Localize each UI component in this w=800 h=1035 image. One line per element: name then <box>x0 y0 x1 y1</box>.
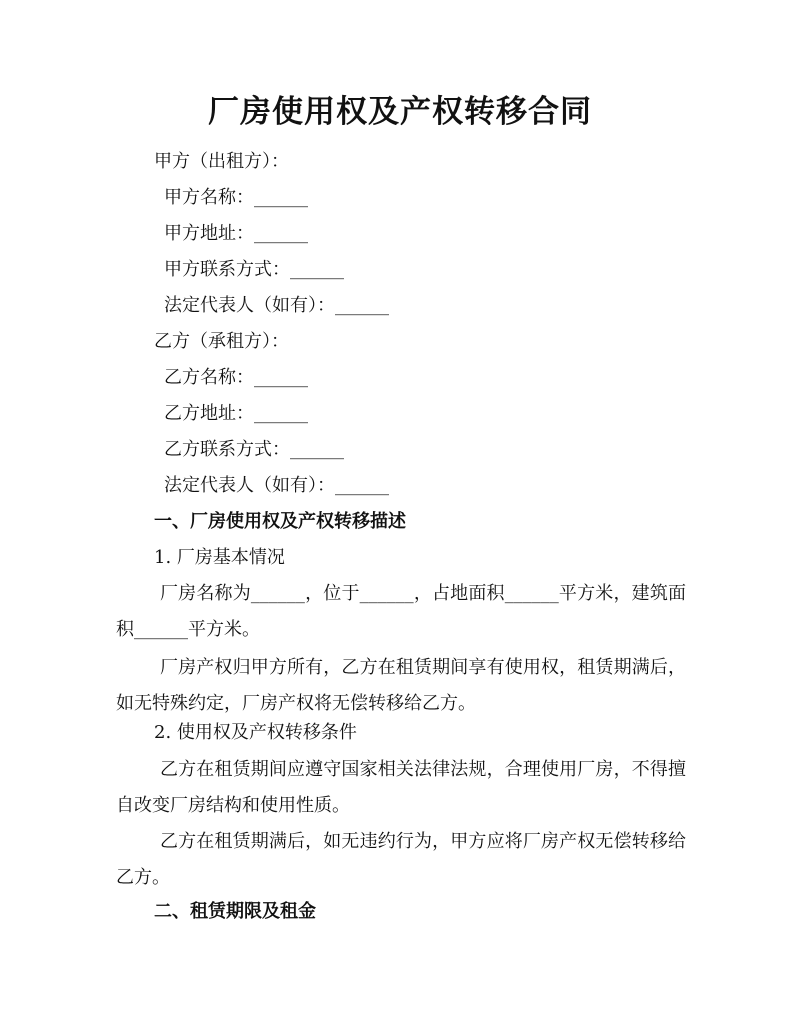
section-1-paragraph-1: 厂房名称为______，位于______，占地面积______平方米，建筑面积______平方米。 <box>116 583 686 640</box>
section-1-heading: 一、厂房使用权及产权转移描述 <box>154 511 406 532</box>
section-1-subheading-2: 2. 使用权及产权转移条件 <box>154 722 357 743</box>
party-b-name: 乙方名称：______ <box>164 367 308 388</box>
party-a-header: 甲方（出租方）： <box>154 151 289 172</box>
party-b-representative: 法定代表人（如有）：______ <box>164 475 389 496</box>
party-a-contact: 甲方联系方式：______ <box>164 259 344 280</box>
party-a-name: 甲方名称：______ <box>164 187 308 208</box>
section-1-subheading-1: 1. 厂房基本情况 <box>154 547 285 568</box>
party-b-header: 乙方（承租方）： <box>154 331 289 352</box>
section-1-paragraph-4: 乙方在租赁期满后，如无违约行为，甲方应将厂房产权无偿转移给乙方。 <box>116 831 686 888</box>
party-b-contact: 乙方联系方式：______ <box>164 439 344 460</box>
party-a-address: 甲方地址：______ <box>164 223 308 244</box>
party-a-representative: 法定代表人（如有）：______ <box>164 295 389 316</box>
party-b-address: 乙方地址：______ <box>164 403 308 424</box>
section-2-heading: 二、租赁期限及租金 <box>154 901 316 922</box>
document-title: 厂房使用权及产权转移合同 <box>208 94 592 130</box>
section-1-paragraph-2: 厂房产权归甲方所有，乙方在租赁期间享有使用权，租赁期满后，如无特殊约定，厂房产权将无偿转移给乙方。 <box>116 657 686 714</box>
section-1-paragraph-3: 乙方在租赁期间应遵守国家相关法律法规，合理使用厂房，不得擅自改变厂房结构和使用性质。 <box>116 759 686 816</box>
